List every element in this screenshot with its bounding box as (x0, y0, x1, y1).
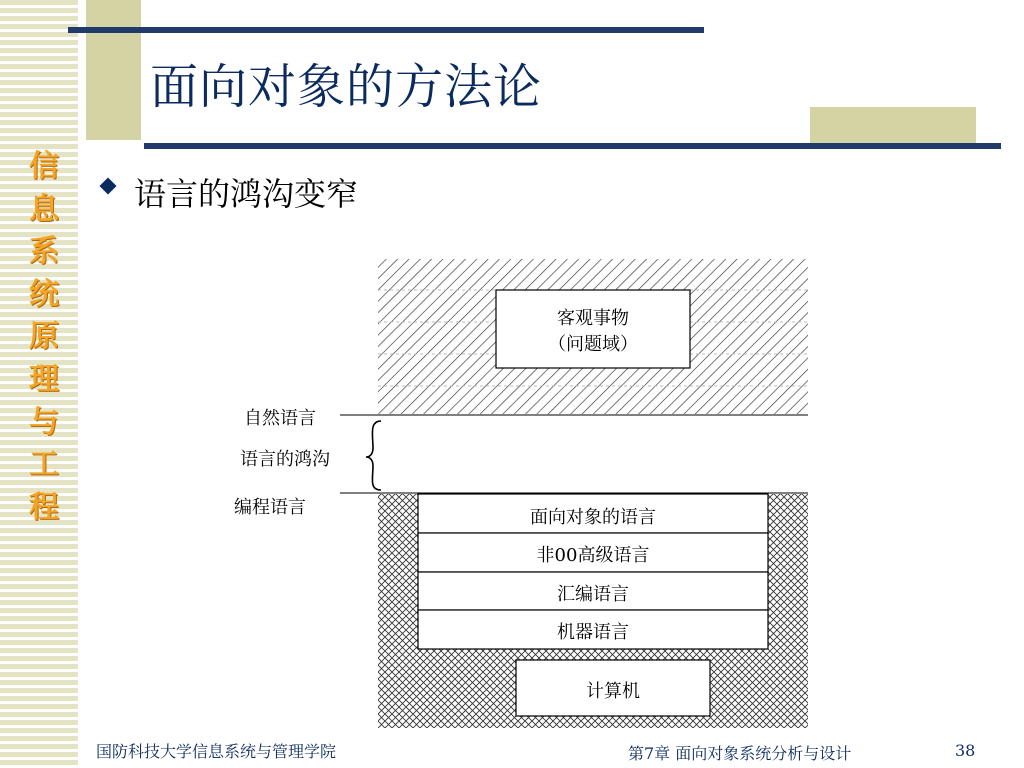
problem-domain-label-line1: 客观事物 (557, 308, 629, 329)
sidebar-title-char: 系 (29, 234, 59, 270)
sidebar-title-char: 信 (29, 149, 59, 184)
sidebar-title-char: 理 (29, 361, 59, 397)
sidebar-title-char: 程 (29, 489, 59, 525)
programming-language-label: 编程语言 (234, 497, 306, 518)
footer-chapter: 第7章 面向对象系统分析与设计 (628, 744, 852, 763)
language-stack-item: 机器语言 (557, 622, 629, 643)
computer-label: 计算机 (586, 681, 640, 702)
language-stack-item: 非00高级语言 (536, 545, 650, 566)
sidebar-title-char: 息 (29, 191, 59, 227)
footer-institution: 国防科技大学信息系统与管理学院 (96, 742, 337, 761)
language-stack-item: 面向对象的语言 (530, 507, 656, 528)
language-stack-item: 汇编语言 (557, 584, 629, 605)
language-gap-label: 语言的鸿沟 (240, 449, 330, 470)
page-number: 38 (955, 741, 976, 760)
slide-title: 面向对象的方法论 (150, 59, 543, 115)
sidebar-title-char: 原 (29, 319, 59, 355)
sidebar-title-char: 工 (29, 447, 59, 483)
bullet-text: 语言的鸿沟变窄 (134, 175, 359, 213)
sidebar-title-char: 与 (29, 404, 59, 440)
problem-domain-label-line2: （问题域） (548, 334, 638, 355)
gap-brace-icon (366, 421, 381, 490)
natural-language-label: 自然语言 (244, 408, 316, 429)
sidebar-title-char: 统 (29, 276, 59, 312)
